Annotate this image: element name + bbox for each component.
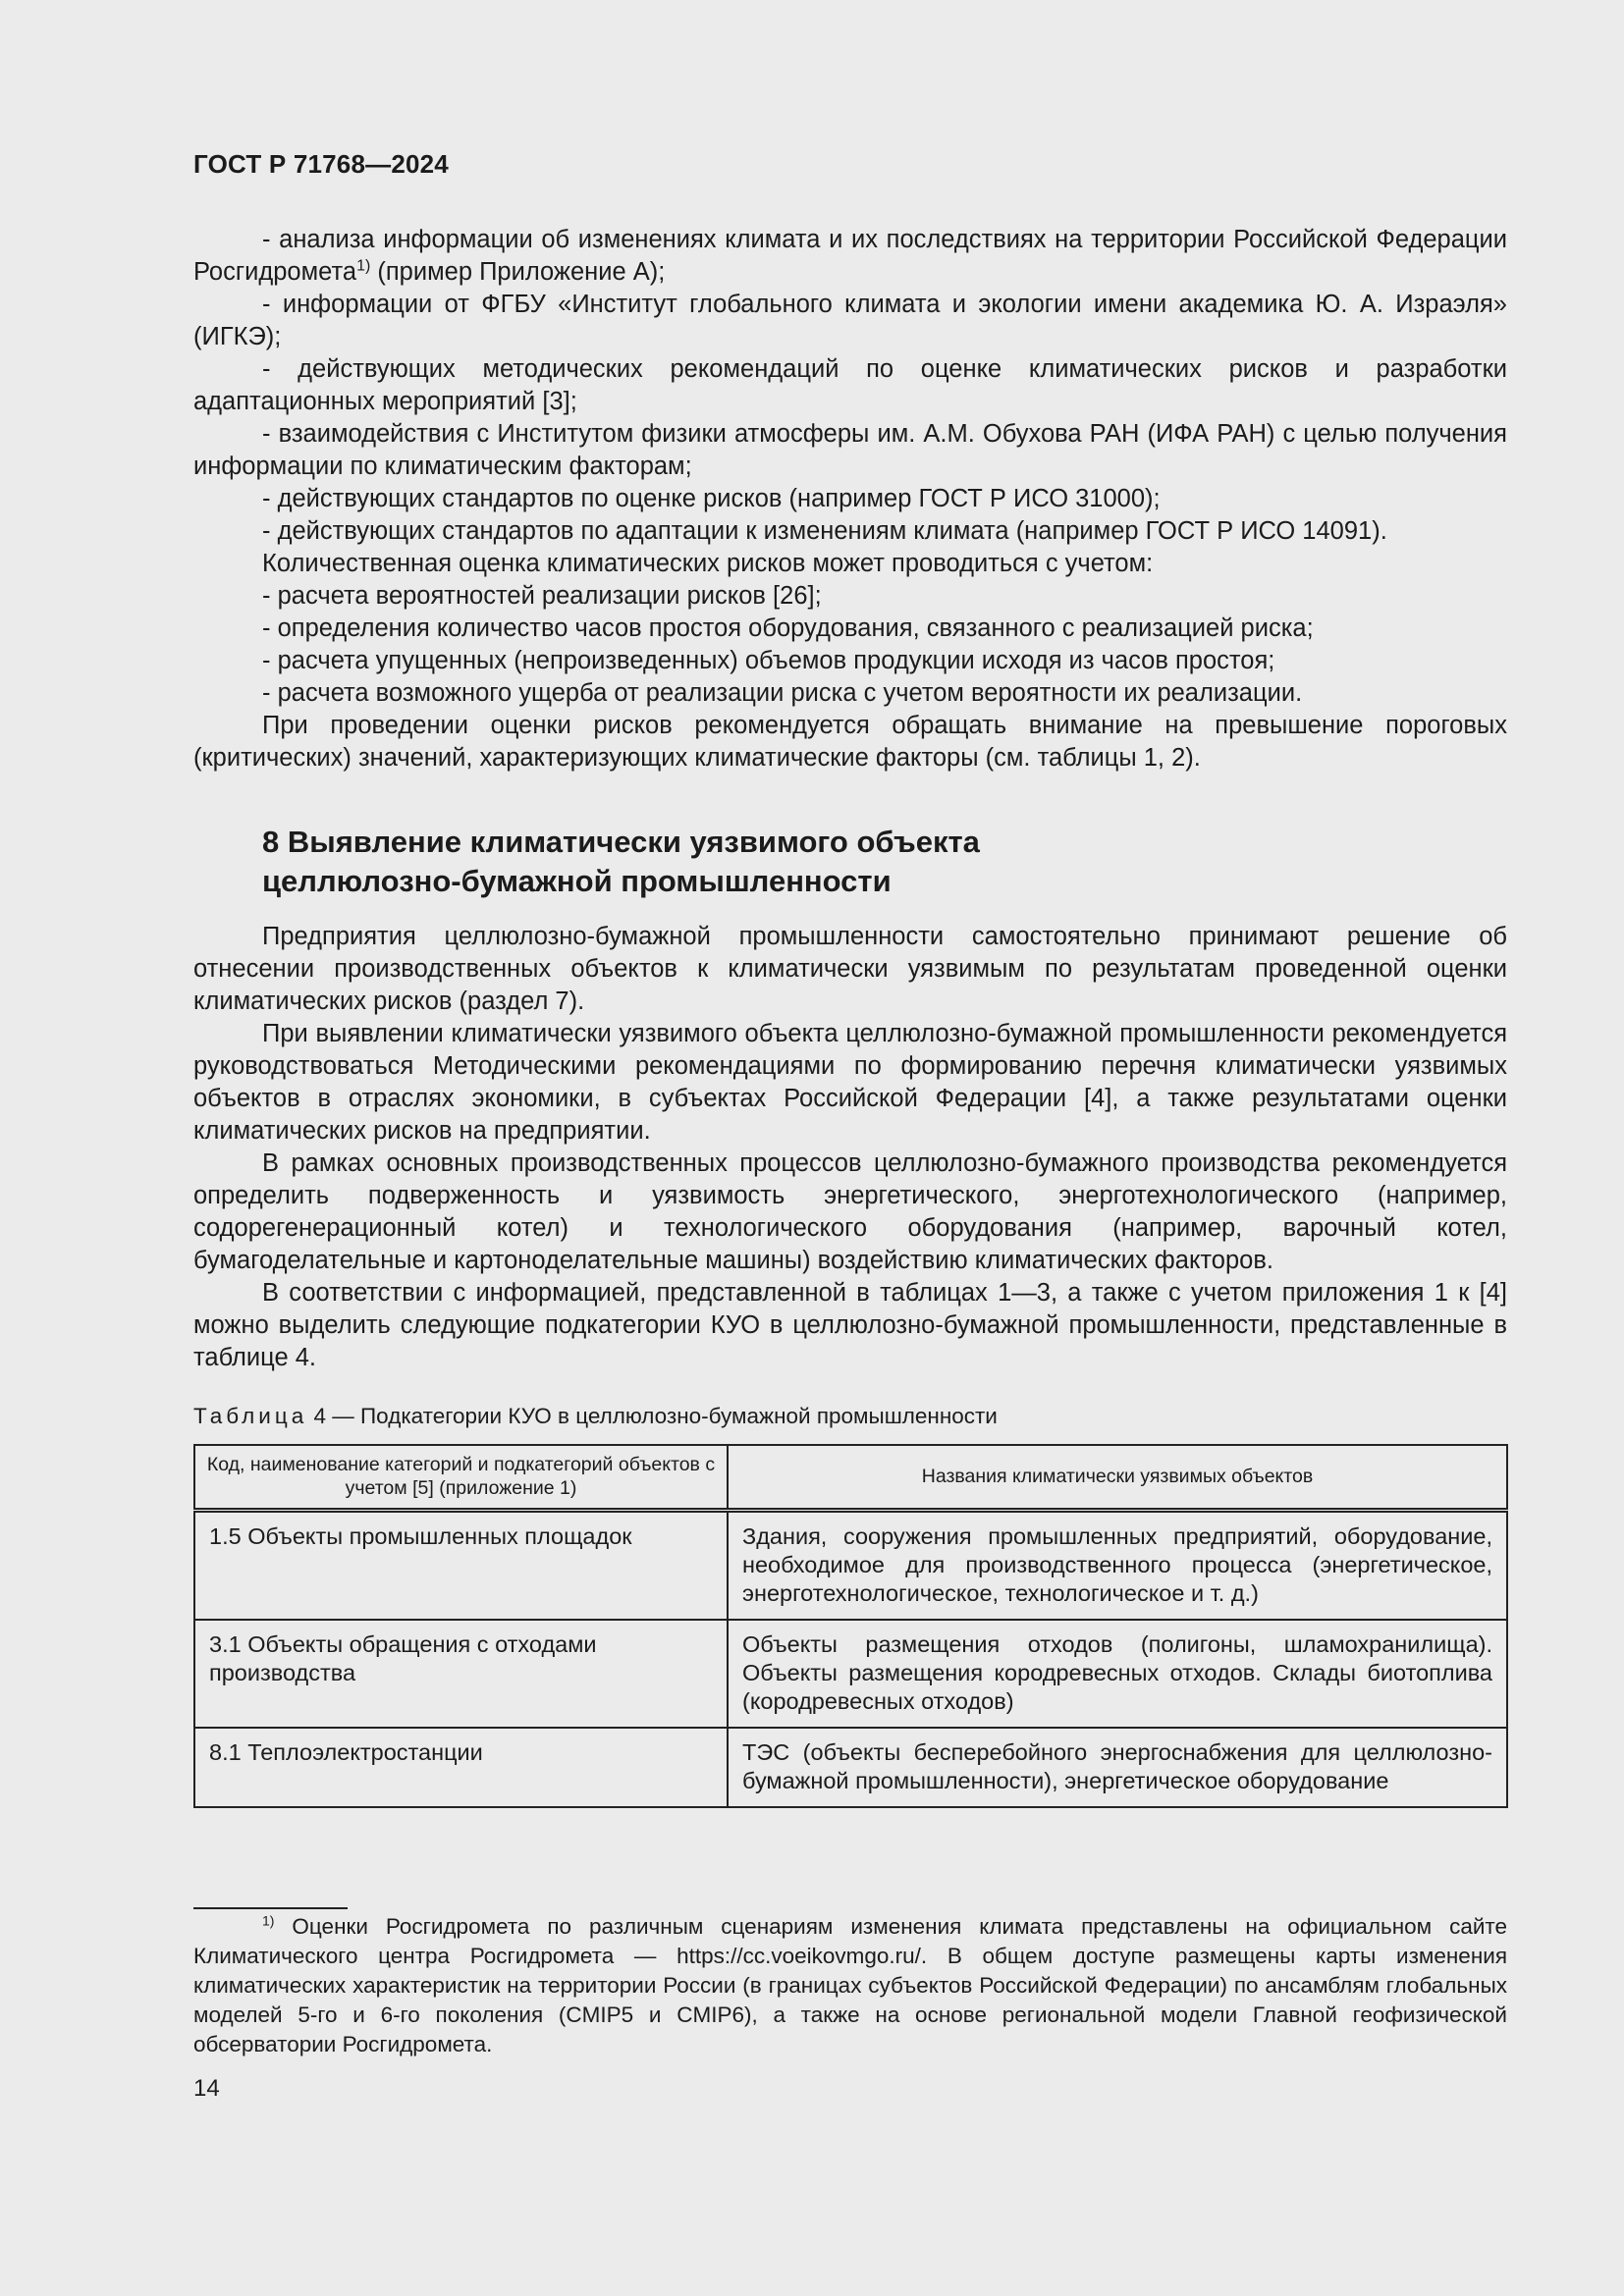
section8-body	[193, 921, 1507, 1374]
paragraph: - расчета возможного ущерба от реализации риска с учетом вероятности их реализации.	[262, 679, 1303, 707]
footnote-ref[interactable]: 1)	[356, 257, 371, 275]
paragraph: При выявлении климатически уязвимого объекта целлюлозно-бумажной промышленности рекомендуется руководствоваться Методическими рекомендациями по формированию перечня климатически уязвимых объектов в отраслях экономики, в субъектах Российской Федерации [4], а также результатами оценки климатических рисков на предприятии.	[193, 1020, 1507, 1145]
table-row	[194, 1511, 1507, 1621]
section7-tail	[193, 224, 1507, 774]
table-cell-code: 3.1 Объекты обращения с отходами производства	[194, 1620, 728, 1728]
table-header-row	[194, 1445, 1507, 1511]
table-caption: Таблица 4 — Подкатегории КУО в целлюлозно-бумажной промышленности	[193, 1404, 998, 1428]
table-cell-code: 8.1 Теплоэлектростанции	[194, 1728, 728, 1807]
table-cell-objects: Здания, сооружения промышленных предприятий, оборудование, необходимое для производственного процесса (энергетическое, энерготехнологическое, технологическое и т. д.)	[728, 1511, 1507, 1621]
paragraph: В рамках основных производственных процессов целлюлозно-бумажного производства рекомендуется определить подверженность и уязвимость энергетического, энерготехнологического (например, содорегенерационный котел) и технологического оборудования (например, варочный котел, бумагоделательные и картоноделательные машины) воздействию климатических факторов.	[193, 1149, 1507, 1274]
footnote	[193, 1912, 1507, 2059]
footnote-marker: 1)	[262, 1912, 275, 1929]
paragraph: - действующих методических рекомендаций по оценке климатических рисков и разработки адаптационных мероприятий [3];	[193, 355, 1507, 415]
table-cell-objects: Объекты размещения отходов (полигоны, шламохранилища). Объекты размещения кородревесных отходов. Склады биотоплива (кородревесных отходов)	[728, 1620, 1507, 1728]
section-heading: 8 Выявление климатически уязвимого объекта целлюлозно-бумажной промышленности	[262, 825, 980, 898]
paragraph: - расчета вероятностей реализации рисков [26];	[262, 582, 822, 610]
table-cell-objects: ТЭС (объекты бесперебойного энергоснабжения для целлюлозно-бумажной промышленности), энергетическое оборудование	[728, 1728, 1507, 1807]
document-header: ГОСТ Р 71768—2024	[193, 149, 449, 179]
paragraph: - взаимодействия с Институтом физики атмосферы им. А.М. Обухова РАН (ИФА РАН) с целью получения информации по климатическим факторам;	[193, 420, 1507, 480]
table-header-cell: Названия климатически уязвимых объектов	[728, 1445, 1507, 1511]
paragraph: Количественная оценка климатических рисков может проводиться с учетом:	[262, 550, 1154, 577]
page-number: 14	[193, 2075, 220, 2102]
table-row	[194, 1620, 1507, 1728]
paragraph: - информации от ФГБУ «Институт глобального климата и экологии имени академика Ю. А. Израэля» (ИГКЭ);	[193, 291, 1507, 350]
table-header-cell: Код, наименование категорий и подкатегорий объектов с учетом [5] (приложение 1)	[194, 1445, 728, 1511]
table-cell-code: 1.5 Объекты промышленных площадок	[194, 1511, 728, 1621]
paragraph: - определения количество часов простоя оборудования, связанного с реализацией риска;	[262, 614, 1314, 642]
footnote-separator	[193, 1907, 348, 1909]
kuo-table	[193, 1444, 1508, 1808]
paragraph: При проведении оценки рисков рекомендуется обращать внимание на превышение пороговых (критических) значений, характеризующих климатические факторы (см. таблицы 1, 2).	[193, 712, 1507, 772]
paragraph: - расчета упущенных (непроизведенных) объемов продукции исходя из часов простоя;	[262, 647, 1275, 674]
paragraph: - анализа информации об изменениях климата и их последствиях на территории Российской Федерации Росгидромета$^{1)}$ (пример Приложение А);	[193, 226, 1507, 286]
paragraph: Предприятия целлюлозно-бумажной промышленности самостоятельно принимают решение об отнесении производственных объектов к климатически уязвимым по результатам проведенной оценки климатических рисков (раздел 7).	[193, 923, 1507, 1015]
paragraph: В соответствии с информацией, представленной в таблицах 1—3, а также с учетом приложения 1 к [4] можно выделить следующие подкатегории КУО в целлюлозно-бумажной промышленности, представленные в таблице 4.	[193, 1279, 1507, 1371]
table-row	[194, 1728, 1507, 1807]
paragraph: - действующих стандартов по адаптации к изменениям климата (например ГОСТ Р ИСО 14091).	[262, 517, 1387, 545]
footnote-text: Оценки Росгидромета по различным сценариям изменения климата представлены на официальном сайте Климатического центра Росгидромета — https://cc.voeikovmgo.ru/. В общем доступе размещены карты изменения климатических характеристик на территории России (в границах субъектов Российской Федерации) по ансамблям глобальных моделей 5-го и 6-го поколения (CMIP5 и CMIP6), а также на основе региональной модели Главной геофизической обсерватории Росгидромета.	[193, 1914, 1507, 2056]
paragraph: - действующих стандартов по оценке рисков (например ГОСТ Р ИСО 31000);	[262, 485, 1161, 512]
